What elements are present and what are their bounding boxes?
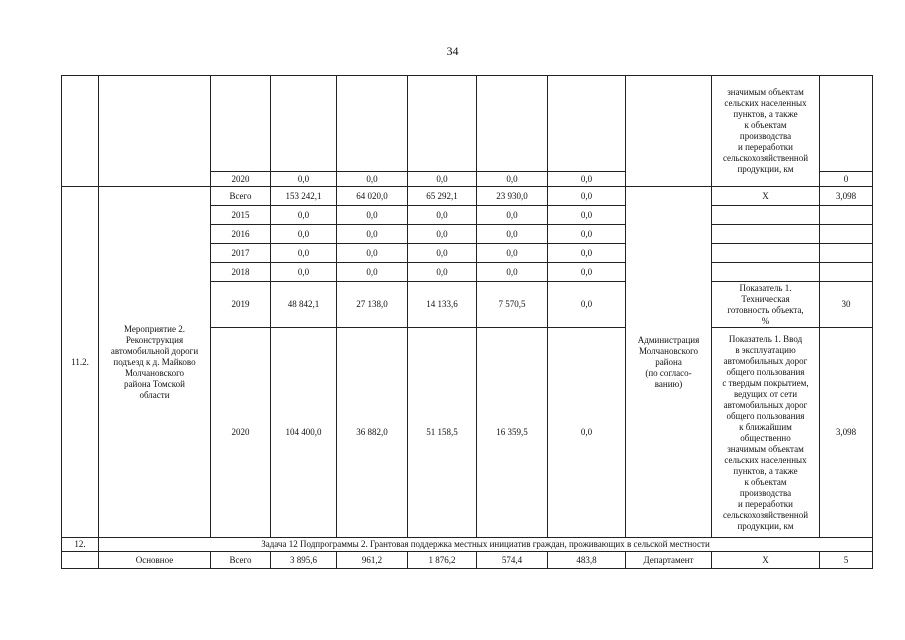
year-cell: 2019 xyxy=(211,282,271,328)
indicator-text: значимым объектам сельских населенных пунктов, а также к объектам производства и переработки сельскохозяйственной продукции, км xyxy=(712,76,820,187)
indicator-text xyxy=(712,244,820,263)
value-cell: 0,0 xyxy=(548,282,626,328)
year-cell: 2018 xyxy=(211,263,271,282)
value-cell: 0,0 xyxy=(548,206,626,225)
value-cell: 65 292,1 xyxy=(408,187,477,206)
value-cell: 574,4 xyxy=(477,552,548,569)
year-cell: Всего xyxy=(211,187,271,206)
task-row xyxy=(62,538,873,552)
indicator-text: X xyxy=(712,552,820,569)
indicator-text xyxy=(712,263,820,282)
year-cell: 2020 xyxy=(211,328,271,538)
value-cell: 0,0 xyxy=(337,206,408,225)
value-cell: 27 138,0 xyxy=(337,282,408,328)
indicator-text: Показатель 1. Техническая готовность объекта, % xyxy=(712,282,820,328)
year-cell: 2016 xyxy=(211,225,271,244)
value-cell: 1 876,2 xyxy=(408,552,477,569)
value-cell: 0,0 xyxy=(271,244,337,263)
value-cell: 0,0 xyxy=(408,244,477,263)
year-cell: 2020 xyxy=(211,172,271,187)
continuation-row xyxy=(62,76,873,172)
indicator-text xyxy=(712,206,820,225)
value-cell: 483,8 xyxy=(548,552,626,569)
value-cell: 14 133,6 xyxy=(408,282,477,328)
program-table xyxy=(61,75,873,569)
value-cell: 0,0 xyxy=(337,172,408,187)
value-cell: 0,0 xyxy=(408,225,477,244)
year-cell: 2017 xyxy=(211,244,271,263)
value-cell: 0,0 xyxy=(271,206,337,225)
year-cell: Всего xyxy=(211,552,271,569)
empty-cell xyxy=(626,76,712,187)
indicator-text: X xyxy=(712,187,820,206)
empty-cell xyxy=(408,76,477,172)
value-cell: 961,2 xyxy=(337,552,408,569)
indicator-value: 0 xyxy=(820,172,873,187)
value-cell: 48 842,1 xyxy=(271,282,337,328)
task-title: Задача 12 Подпрограммы 2. Грантовая поддержка местных инициатив граждан, проживающих в сельской местности xyxy=(99,538,873,552)
empty-cell xyxy=(62,76,99,187)
value-cell: 0,0 xyxy=(337,225,408,244)
value-cell: 153 242,1 xyxy=(271,187,337,206)
indicator-value: 30 xyxy=(820,282,873,328)
value-cell: 0,0 xyxy=(271,263,337,282)
value-cell: 0,0 xyxy=(337,263,408,282)
value-cell: 0,0 xyxy=(477,244,548,263)
empty-cell xyxy=(271,76,337,172)
value-cell: 0,0 xyxy=(548,328,626,538)
empty-cell xyxy=(820,76,873,172)
empty-cell xyxy=(99,76,211,187)
value-cell: 0,0 xyxy=(477,263,548,282)
main-row xyxy=(62,552,873,569)
value-cell: 7 570,5 xyxy=(477,282,548,328)
indicator-value xyxy=(820,263,873,282)
value-cell: 51 158,5 xyxy=(408,328,477,538)
value-cell: 16 359,5 xyxy=(477,328,548,538)
value-cell: 0,0 xyxy=(548,263,626,282)
executor: Департамент xyxy=(626,552,712,569)
empty-cell xyxy=(211,76,271,172)
indicator-text: Показатель 1. Ввод в эксплуатацию автомобильных дорог общего пользования с твердым покрытием, ведущих от сети автомобильных дорог общего пользования к ближайшим общественно значимым объектам сельских населенных пунктов, а также к объектам производства и переработки сельскохозяйственной продукции, км xyxy=(712,328,820,538)
indicator-value xyxy=(820,244,873,263)
task-number: 12. xyxy=(62,538,99,552)
indicator-value: 5 xyxy=(820,552,873,569)
value-cell: 0,0 xyxy=(408,172,477,187)
value-cell: 0,0 xyxy=(548,172,626,187)
indicator-value xyxy=(820,206,873,225)
value-cell: 0,0 xyxy=(548,244,626,263)
empty-cell xyxy=(337,76,408,172)
value-cell: 0,0 xyxy=(477,225,548,244)
event-number: 11.2. xyxy=(62,187,99,538)
empty-cell xyxy=(62,552,99,569)
indicator-value xyxy=(820,225,873,244)
value-cell: 0,0 xyxy=(548,225,626,244)
value-cell: 23 930,0 xyxy=(477,187,548,206)
empty-cell xyxy=(477,76,548,172)
event-row-total xyxy=(62,187,873,206)
indicator-value: 3,098 xyxy=(820,328,873,538)
value-cell: 64 020,0 xyxy=(337,187,408,206)
value-cell: 0,0 xyxy=(408,263,477,282)
value-cell: 0,0 xyxy=(408,206,477,225)
empty-cell xyxy=(548,76,626,172)
value-cell: 36 882,0 xyxy=(337,328,408,538)
value-cell: 3 895,6 xyxy=(271,552,337,569)
value-cell: 0,0 xyxy=(337,244,408,263)
value-cell: 104 400,0 xyxy=(271,328,337,538)
value-cell: 0,0 xyxy=(548,187,626,206)
value-cell: 0,0 xyxy=(477,172,548,187)
value-cell: 0,0 xyxy=(477,206,548,225)
executor: Администрация Молчановского района (по согласо- ванию) xyxy=(626,187,712,538)
value-cell: 0,0 xyxy=(271,225,337,244)
page-number: 34 xyxy=(446,44,459,58)
event-name: Мероприятие 2. Реконструкция автомобильной дороги подъезд к д. Майково Молчановского района Томской области xyxy=(99,187,211,538)
indicator-value: 3,098 xyxy=(820,187,873,206)
event-name: Основное xyxy=(99,552,211,569)
year-cell: 2015 xyxy=(211,206,271,225)
indicator-text xyxy=(712,225,820,244)
value-cell: 0,0 xyxy=(271,172,337,187)
